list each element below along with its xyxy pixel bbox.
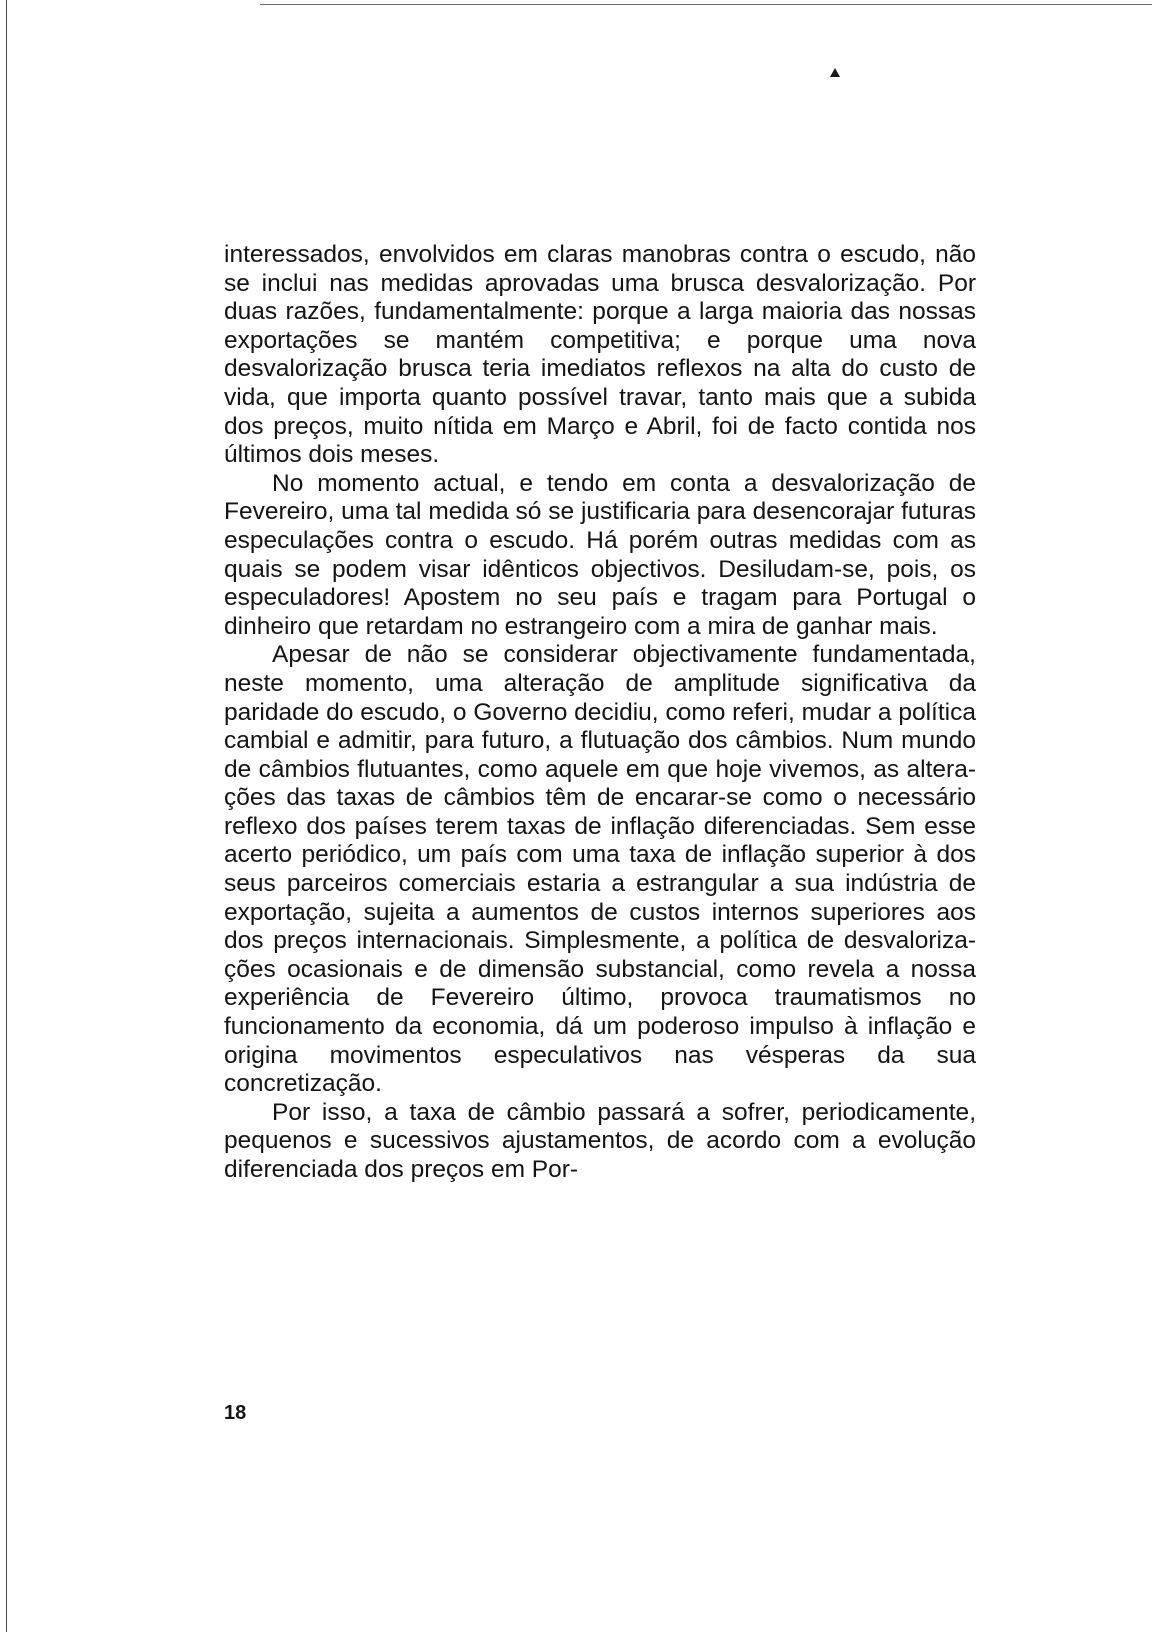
paragraph-3: Apesar de não se considerar objectivamente fundamentada, neste momento, uma alteração de amplitude significativa da paridade do escudo, o Governo decidiu, como referi, mudar a política cambial e admitir, para futuro, a flutuação dos câmbios. Num mundo de câmbios flutuantes, como aquele em que hoje vivemos, as alterações das taxas de câmbios têm de encarar-se como o necessário reflexo dos países terem taxas de inflação diferenciadas. Sem esse acerto periódico, um país com uma taxa de inflação superior à dos seus parceiros comerciais estaria a estrangular a sua indústria de exportação, sujeita a aumentos de custos internos superiores aos dos preços internacionais. Simplesmente, a política de desvalorizações ocasionais e de dimensão substancial, como revela a nossa experiência de Fevereiro último, provoca traumatismos no funcionamento da economia, dá um poderoso impulso à inflação e origina movimentos especulativos nas vésperas da sua concretização. [224, 641, 976, 1098]
paragraph-2: No momento actual, e tendo em conta a desvalorização de Fevereiro, uma tal medida só se justificaria para desencorajar futuras especulações contra o escudo. Há porém outras medidas com as quais se podem visar idênticos objectivos. Desiludam-se, pois, os especuladores! Apostem no seu país e tragam para Portugal o dinheiro que retardam no estrangeiro com a mira de ganhar mais. [224, 469, 976, 640]
scan-edge-left [6, 0, 7, 1632]
paragraph-1: interessados, envolvidos em claras manobras contra o escudo, não se inclui nas medidas aprovadas uma brusca desvalorização. Por duas razões, fundamentalmente: porque a larga maioria das nossas exportações se mantém competitiva; e porque uma nova desvalorização brusca teria imediatos reflexos na alta do custo de vida, que importa quanto possível travar, tanto mais que a subida dos preços, muito nítida em Março e Abril, foi de facto contida nos últimos dois meses. [224, 241, 976, 469]
scan-edge-top [260, 4, 1152, 5]
page-number: 18 [224, 1402, 247, 1424]
ink-speck [830, 68, 840, 77]
body-text [224, 241, 976, 1185]
paragraph-4: Por isso, a taxa de câmbio passará a sofrer, periodicamente, pequenos e sucessivos ajustamentos, de acordo com a evolução diferenciada dos preços em Por- [224, 1098, 976, 1183]
